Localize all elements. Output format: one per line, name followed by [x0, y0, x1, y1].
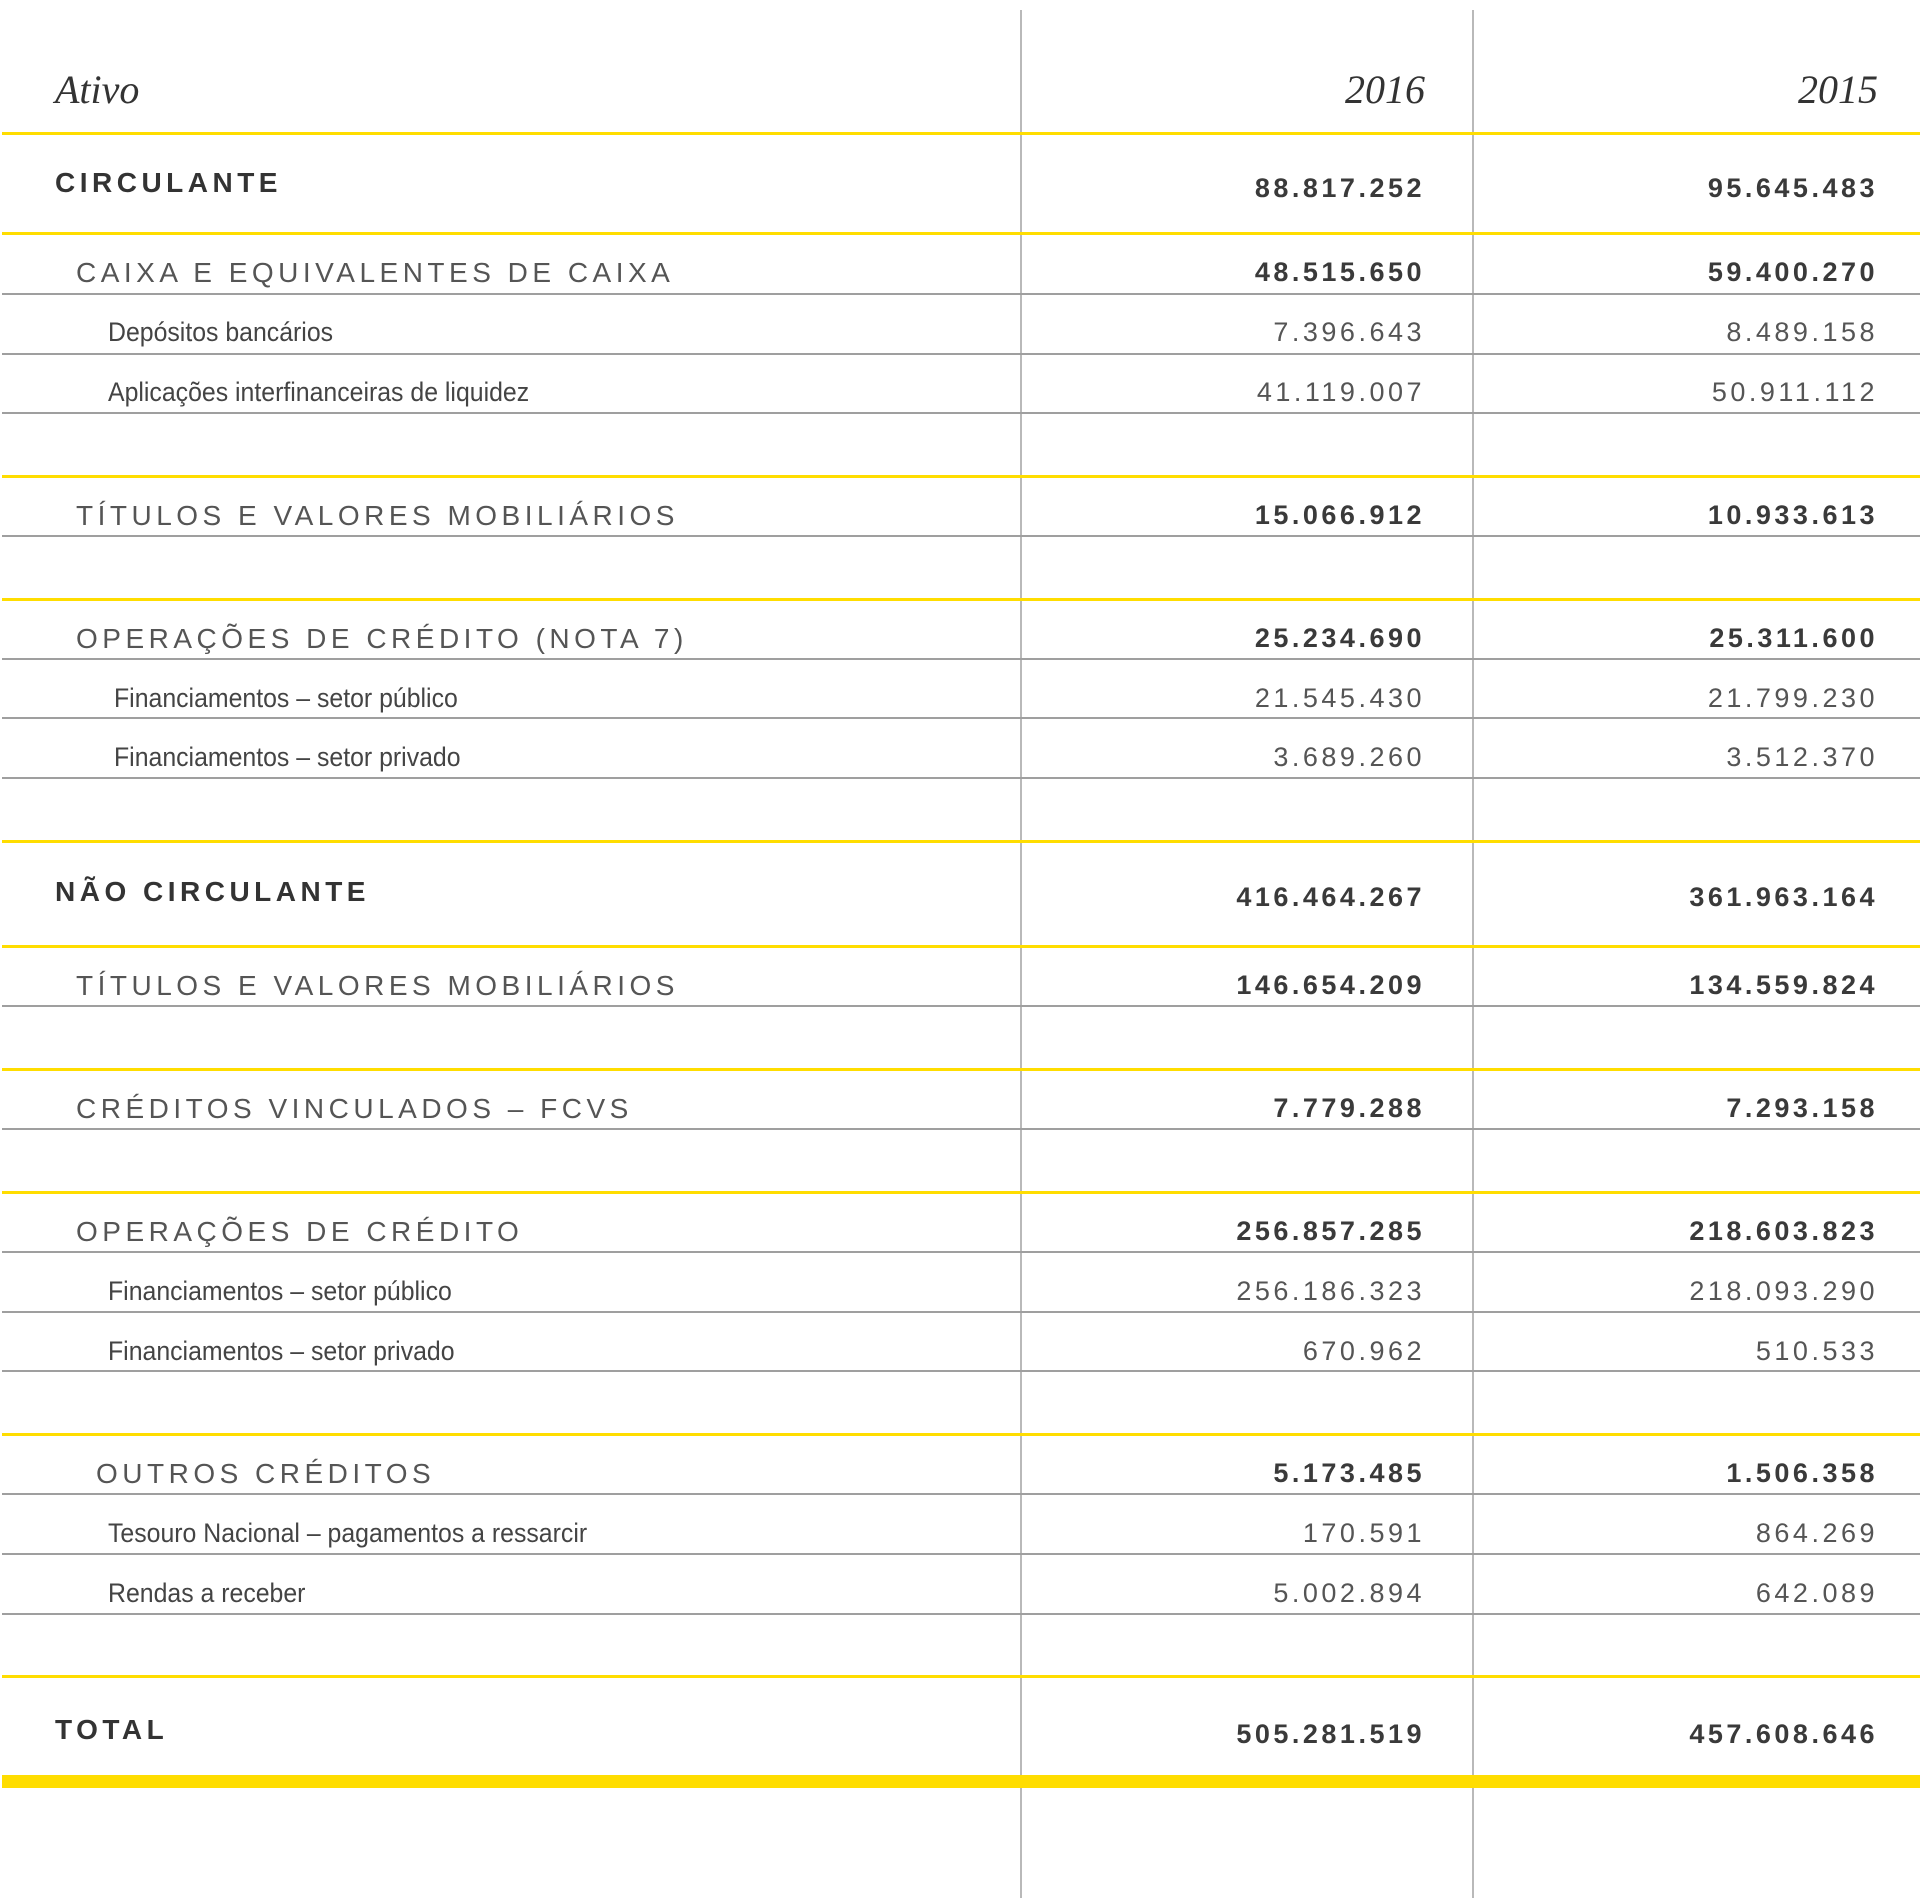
value-2016: 25.234.690: [1254, 623, 1425, 653]
value-2015: 7.293.158: [1726, 1093, 1878, 1123]
divider: [2, 840, 1920, 843]
divider: [2, 1128, 1920, 1130]
table-title: Ativo: [55, 67, 140, 112]
group-label: CAIXA E EQUIVALENTES DE CAIXA: [76, 257, 675, 288]
divider: [2, 535, 1920, 537]
value-2015: 50.911.112: [1711, 377, 1878, 407]
group-label: OPERAÇÕES DE CRÉDITO: [76, 1216, 524, 1247]
value-2015: 218.093.290: [1689, 1276, 1878, 1306]
value-2016: 416.464.267: [1236, 882, 1425, 912]
section-label: CIRCULANTE: [55, 167, 282, 198]
divider: [2, 777, 1920, 779]
total-divider: [2, 1775, 1920, 1788]
value-2015: 10.933.613: [1707, 500, 1878, 530]
value-2016: 15.066.912: [1254, 500, 1425, 530]
value-2015: 510.533: [1755, 1336, 1878, 1366]
value-2016: 170.591: [1302, 1518, 1425, 1548]
divider: [2, 945, 1920, 948]
column-header-2016: 2016: [1345, 67, 1425, 112]
value-2016: 88.817.252: [1254, 173, 1425, 203]
item-label: Rendas a receber: [108, 1578, 306, 1608]
divider: [2, 232, 1920, 235]
item-label: Financiamentos – setor público: [114, 683, 458, 713]
divider: [2, 412, 1920, 414]
value-2016: 48.515.650: [1254, 257, 1425, 287]
divider: [2, 1613, 1920, 1615]
total-value-2016: 505.281.519: [1236, 1719, 1425, 1749]
divider: [2, 1005, 1920, 1007]
value-2015: 642.089: [1755, 1578, 1878, 1608]
divider: [2, 1191, 1920, 1194]
value-2015: 1.506.358: [1726, 1458, 1878, 1488]
group-label: TÍTULOS E VALORES MOBILIÁRIOS: [76, 500, 679, 531]
divider: [2, 1553, 1920, 1555]
total-value-2015: 457.608.646: [1689, 1719, 1878, 1749]
group-label: OUTROS CRÉDITOS: [96, 1458, 436, 1489]
divider: [2, 598, 1920, 601]
divider: [2, 717, 1920, 719]
value-2015: 361.963.164: [1689, 882, 1878, 912]
divider: [2, 1493, 1920, 1495]
total-label: TOTAL: [55, 1714, 169, 1745]
value-2016: 7.779.288: [1273, 1093, 1425, 1123]
divider: [2, 1068, 1920, 1071]
group-label: CRÉDITOS VINCULADOS – FCVS: [76, 1093, 633, 1124]
item-label: Aplicações interfinanceiras de liquidez: [108, 377, 530, 407]
divider: [2, 353, 1920, 355]
item-label: Financiamentos – setor privado: [108, 1336, 455, 1366]
value-2015: 3.512.370: [1726, 742, 1878, 772]
value-2016: 5.173.485: [1273, 1458, 1425, 1488]
divider: [2, 1311, 1920, 1313]
section-label: NÃO CIRCULANTE: [55, 876, 370, 907]
divider: [2, 1251, 1920, 1253]
value-2016: 670.962: [1302, 1336, 1425, 1366]
item-label: Financiamentos – setor privado: [114, 742, 461, 772]
divider: [2, 1370, 1920, 1372]
item-label: Financiamentos – setor público: [108, 1276, 452, 1306]
divider: [2, 1433, 1920, 1436]
value-2016: 41.119.007: [1256, 377, 1425, 407]
value-2015: 59.400.270: [1707, 257, 1878, 287]
divider: [2, 475, 1920, 478]
divider: [2, 293, 1920, 295]
value-2016: 5.002.894: [1273, 1578, 1425, 1608]
value-2016: 256.186.323: [1236, 1276, 1425, 1306]
value-2016: 146.654.209: [1236, 970, 1425, 1000]
value-2015: 218.603.823: [1689, 1216, 1878, 1246]
group-label: OPERAÇÕES DE CRÉDITO (NOTA 7): [76, 623, 688, 654]
divider: [2, 132, 1920, 135]
value-2015: 21.799.230: [1707, 683, 1878, 713]
value-2015: 134.559.824: [1689, 970, 1878, 1000]
item-label: Depósitos bancários: [108, 317, 334, 347]
item-label: Tesouro Nacional – pagamentos a ressarcir: [108, 1518, 588, 1548]
value-2016: 21.545.430: [1254, 683, 1425, 713]
value-2015: 864.269: [1755, 1518, 1878, 1548]
value-2015: 95.645.483: [1707, 173, 1878, 203]
value-2016: 3.689.260: [1273, 742, 1425, 772]
group-label: TÍTULOS E VALORES MOBILIÁRIOS: [76, 970, 679, 1001]
value-2016: 256.857.285: [1236, 1216, 1425, 1246]
value-2016: 7.396.643: [1273, 317, 1425, 347]
divider: [2, 1675, 1920, 1678]
divider: [2, 658, 1920, 660]
value-2015: 8.489.158: [1726, 317, 1878, 347]
column-header-2015: 2015: [1798, 67, 1878, 112]
value-2015: 25.311.600: [1709, 623, 1878, 653]
